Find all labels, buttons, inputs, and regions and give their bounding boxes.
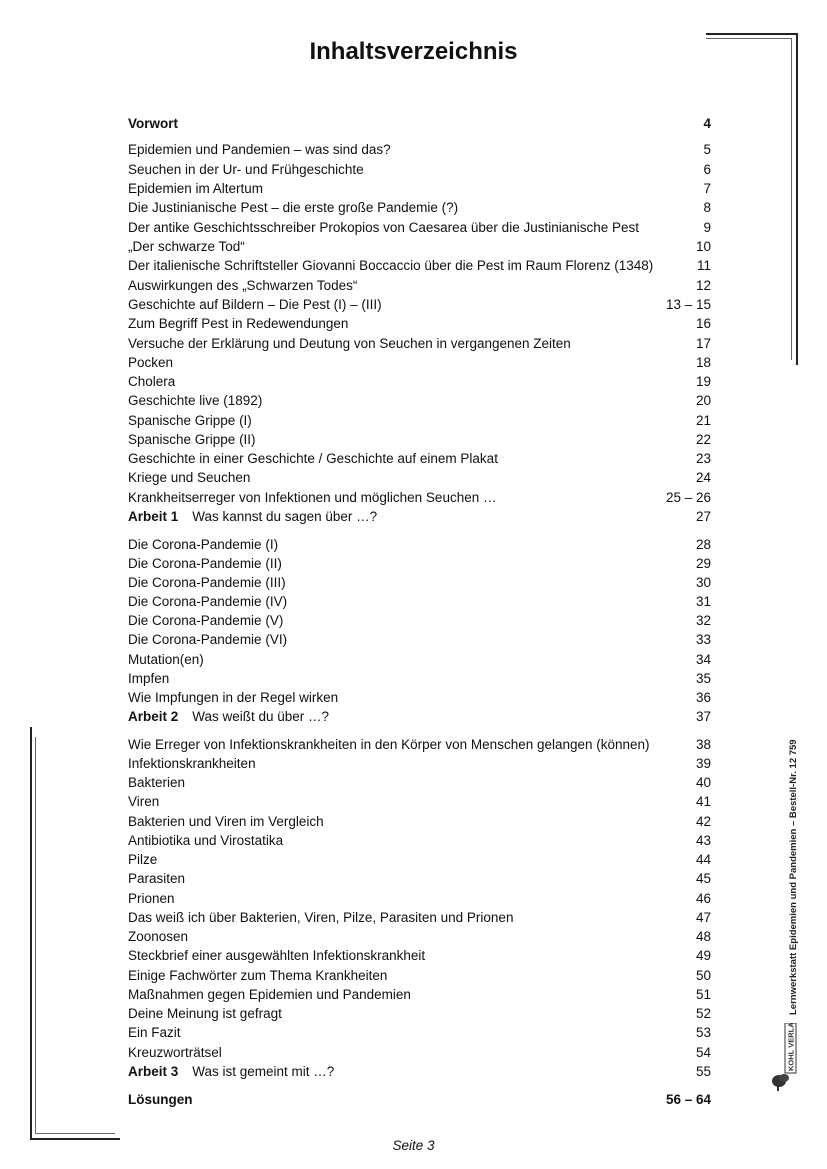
toc-entry-page: 8: [703, 200, 711, 215]
toc-entry-page: 21: [695, 413, 711, 428]
toc-entry-page: 47: [695, 910, 711, 925]
frame-line-left-inner: [35, 737, 36, 1134]
toc-entry-title: Prionen: [128, 891, 175, 906]
toc-entry-page: 56 – 64: [665, 1092, 711, 1107]
toc-entry: [128, 1090, 711, 1109]
toc-entry-page: 28: [695, 537, 711, 552]
toc-entry: [128, 850, 711, 869]
frame-line-bottom-left-inner: [35, 1133, 115, 1134]
toc-entry: [128, 114, 711, 133]
toc-entry: [128, 276, 711, 295]
toc-entry: [128, 831, 711, 850]
toc-entry-page: 33: [695, 632, 711, 647]
toc-entry-page: 30: [695, 575, 711, 590]
toc-entry-page: 39: [695, 756, 711, 771]
toc-entry-text: Was weißt du über …?: [192, 709, 330, 724]
toc-entry-title: Cholera: [128, 374, 176, 389]
toc-entry: [128, 946, 711, 965]
toc-entry-title: Geschichte live (1892): [128, 393, 263, 408]
toc-entry-page: 44: [695, 852, 711, 867]
toc-entry-title: Der antike Geschichtsschreiber Prokopios von Caesarea über die Justinianische Pest: [128, 220, 640, 235]
toc-entry-title: Die Corona-Pandemie (IV): [128, 594, 288, 609]
toc-entry: [128, 773, 711, 792]
page-number-footer: Seite 3: [392, 1138, 435, 1153]
toc-entry: [128, 650, 711, 669]
toc-entry-page: 34: [695, 652, 711, 667]
toc-entry: [128, 295, 711, 314]
toc-entry-title: Geschichte in einer Geschichte / Geschichte auf einem Plakat: [128, 451, 498, 466]
toc-entry-page: 41: [695, 794, 711, 809]
toc-entry-page: 45: [695, 871, 711, 886]
toc-entry: [128, 792, 711, 811]
toc-entry-text: Was ist gemeint mit …?: [192, 1064, 335, 1079]
toc-entry-page: 27: [695, 509, 711, 524]
toc-entry-page: 53: [695, 1025, 711, 1040]
toc-entry-page: 52: [695, 1006, 711, 1021]
toc-entry: [128, 507, 711, 526]
frame-line-left: [30, 727, 32, 1139]
toc-entry: [128, 411, 711, 430]
toc-entry: [128, 573, 711, 592]
toc-entry: [128, 353, 711, 372]
toc-entry-label: Arbeit 2: [128, 709, 179, 724]
toc-entry-page: 22: [695, 432, 711, 447]
toc-entry-page: 54: [695, 1045, 711, 1060]
toc-entry-text: Was kannst du sagen über …?: [192, 509, 378, 524]
toc-entry-title: Die Justinianische Pest – die erste große Pandemie (?): [128, 200, 459, 215]
toc-entry-page: 49: [695, 948, 711, 963]
toc-entry: [128, 488, 711, 507]
toc-entry-title: [128, 507, 377, 526]
frame-line-top-right: [706, 33, 797, 35]
toc-entry-page: 50: [695, 968, 711, 983]
toc-entry: [128, 966, 711, 985]
toc-entry-page: 24: [695, 470, 711, 485]
toc-entry-page: 4: [703, 116, 711, 131]
toc-entry-page: 31: [695, 594, 711, 609]
toc-entry: [128, 754, 711, 773]
toc-entry-page: 6: [703, 162, 711, 177]
toc-entry-title: Maßnahmen gegen Epidemien und Pandemien: [128, 987, 411, 1002]
toc-entry: [128, 535, 711, 554]
frame-line-top-right-inner: [706, 38, 792, 39]
toc-entry-page: 12: [695, 278, 711, 293]
toc-entry: [128, 889, 711, 908]
toc-entry: [128, 869, 711, 888]
toc-entry-title: Bakterien: [128, 775, 186, 790]
toc-entry-title: Epidemien und Pandemien – was sind das?: [128, 142, 391, 157]
toc-entry: [128, 735, 711, 754]
toc-entry-page: 51: [695, 987, 711, 1002]
toc-entry-page: 20: [695, 393, 711, 408]
toc-entry-title: Wie Impfungen in der Regel wirken: [128, 690, 339, 705]
toc-entry-page: 17: [695, 336, 711, 351]
toc-entry-label: Arbeit 3: [128, 1064, 179, 1079]
toc-entry-page: 19: [695, 374, 711, 389]
toc-entry: [128, 1062, 711, 1081]
toc-entry: [128, 985, 711, 1004]
toc-entry: [128, 198, 711, 217]
toc-entry: [128, 554, 711, 573]
toc-entry: [128, 334, 711, 353]
toc-entry-page: 46: [695, 891, 711, 906]
toc-entry-title: Wie Erreger von Infektionskrankheiten in den Körper von Menschen gelangen (können): [128, 737, 650, 752]
toc-entry-title: Lösungen: [128, 1092, 193, 1107]
toc-entry: [128, 237, 711, 256]
toc-entry-title: Antibiotika und Virostatika: [128, 833, 284, 848]
toc-entry: [128, 468, 711, 487]
toc-entry-title: Zum Begriff Pest in Redewendungen: [128, 316, 349, 331]
toc-entry: [128, 430, 711, 449]
toc-entry: [128, 1023, 711, 1042]
toc-entry: [128, 140, 711, 159]
toc-entry-title: Vorwort: [128, 116, 178, 131]
toc-entry: [128, 314, 711, 333]
toc-entry-title: „Der schwarze Tod“: [128, 239, 245, 254]
toc-entry-page: 23: [695, 451, 711, 466]
toc-entry-title: [128, 707, 329, 726]
toc-entry-page: 48: [695, 929, 711, 944]
toc-entry-page: 9: [703, 220, 711, 235]
toc-entry: [128, 372, 711, 391]
toc-entry-page: 38: [695, 737, 711, 752]
toc-entry-label: Arbeit 1: [128, 509, 179, 524]
toc-entry-page: 36: [695, 690, 711, 705]
toc-entry-title: Ein Fazit: [128, 1025, 181, 1040]
toc-entry-title: Das weiß ich über Bakterien, Viren, Pilze, Parasiten und Prionen: [128, 910, 514, 925]
frame-line-right-inner: [791, 38, 792, 360]
toc-entry-title: Pilze: [128, 852, 158, 867]
toc-entry-title: Krankheitserreger von Infektionen und möglichen Seuchen …: [128, 490, 497, 505]
toc-entry: [128, 391, 711, 410]
toc-entry-page: 40: [695, 775, 711, 790]
toc-entry: [128, 707, 711, 726]
toc-entry-title: Bakterien und Viren im Vergleich: [128, 814, 324, 829]
toc-entry-title: Die Corona-Pandemie (I): [128, 537, 279, 552]
toc-entry-title: Spanische Grippe (II): [128, 432, 256, 447]
toc-entry: [128, 611, 711, 630]
toc-entry-title: Zoonosen: [128, 929, 189, 944]
toc-entry: [128, 592, 711, 611]
toc-entry-page: 5: [703, 142, 711, 157]
toc-entry-page: 43: [695, 833, 711, 848]
toc-entry-page: 32: [695, 613, 711, 628]
frame-line-right: [796, 33, 798, 365]
toc-entry-page: 10: [695, 239, 711, 254]
toc-entry-title: Spanische Grippe (I): [128, 413, 252, 428]
toc-entry: [128, 669, 711, 688]
toc-entry-page: 35: [695, 671, 711, 686]
toc-entry-page: 55: [695, 1064, 711, 1079]
toc-entry-title: Versuche der Erklärung und Deutung von Seuchen in vergangenen Zeiten: [128, 336, 571, 351]
toc-entry: [128, 256, 711, 275]
toc-entry: [128, 908, 711, 927]
toc-entry: [128, 218, 711, 237]
toc-entry-title: Geschichte auf Bildern – Die Pest (I) – (III): [128, 297, 382, 312]
toc-entry-title: Seuchen in der Ur- und Frühgeschichte: [128, 162, 364, 177]
toc-entry-title: Kriege und Seuchen: [128, 470, 251, 485]
toc-entry-title: [128, 1062, 334, 1081]
toc-entry: [128, 160, 711, 179]
toc-entry-title: Die Corona-Pandemie (III): [128, 575, 286, 590]
toc-entry: [128, 449, 711, 468]
toc-entry-page: 16: [695, 316, 711, 331]
toc-entry-page: 11: [696, 258, 711, 273]
toc-entry-title: Der italienische Schriftsteller Giovanni Boccaccio über die Pest im Raum Florenz (1348): [128, 258, 654, 273]
toc-entry: [128, 688, 711, 707]
toc-entry: [128, 179, 711, 198]
toc-entry-title: Die Corona-Pandemie (VI): [128, 632, 288, 647]
toc-entry-title: Impfen: [128, 671, 170, 686]
toc-entry-title: Pocken: [128, 355, 174, 370]
toc-entry-title: Deine Meinung ist gefragt: [128, 1006, 282, 1021]
svg-text:KOHL VERLAG: KOHL VERLAG: [786, 1023, 796, 1071]
toc-entry-title: Die Corona-Pandemie (II): [128, 556, 282, 571]
toc-entry-title: Parasiten: [128, 871, 186, 886]
toc-entry-title: Kreuzworträtsel: [128, 1045, 222, 1060]
tree-logo-icon: [770, 1023, 798, 1093]
toc-entry-page: 7: [703, 181, 711, 196]
toc-entry: [128, 630, 711, 649]
toc-entry-page: 37: [695, 709, 711, 724]
toc-entry-title: Auswirkungen des „Schwarzen Todes“: [128, 278, 358, 293]
order-info-text: Lernwerkstatt Epidemien und Pandemien – Bestell-Nr. 12 759: [788, 739, 799, 1015]
toc-entry: [128, 1004, 711, 1023]
toc-entry-title: Mutation(en): [128, 652, 204, 667]
toc-entry-page: 18: [695, 355, 711, 370]
page-title: Inhaltsverzeichnis: [309, 38, 518, 65]
toc-entry-page: 29: [695, 556, 711, 571]
toc-entry-title: Viren: [128, 794, 160, 809]
publisher-logo: [770, 1023, 798, 1093]
toc-entry-page: 42: [695, 814, 711, 829]
toc-entry-title: Die Corona-Pandemie (V): [128, 613, 284, 628]
toc-entry-title: Steckbrief einer ausgewählten Infektionskrankheit: [128, 948, 426, 963]
toc-entry-page: 25 – 26: [665, 490, 711, 505]
toc-entry: [128, 1043, 711, 1062]
toc-entry-page: 13 – 15: [665, 297, 711, 312]
toc-entry-title: Infektionskrankheiten: [128, 756, 256, 771]
toc-entry-title: Einige Fachwörter zum Thema Krankheiten: [128, 968, 388, 983]
toc-entry-title: Epidemien im Altertum: [128, 181, 264, 196]
toc-entry: [128, 927, 711, 946]
toc-entry: [128, 812, 711, 831]
